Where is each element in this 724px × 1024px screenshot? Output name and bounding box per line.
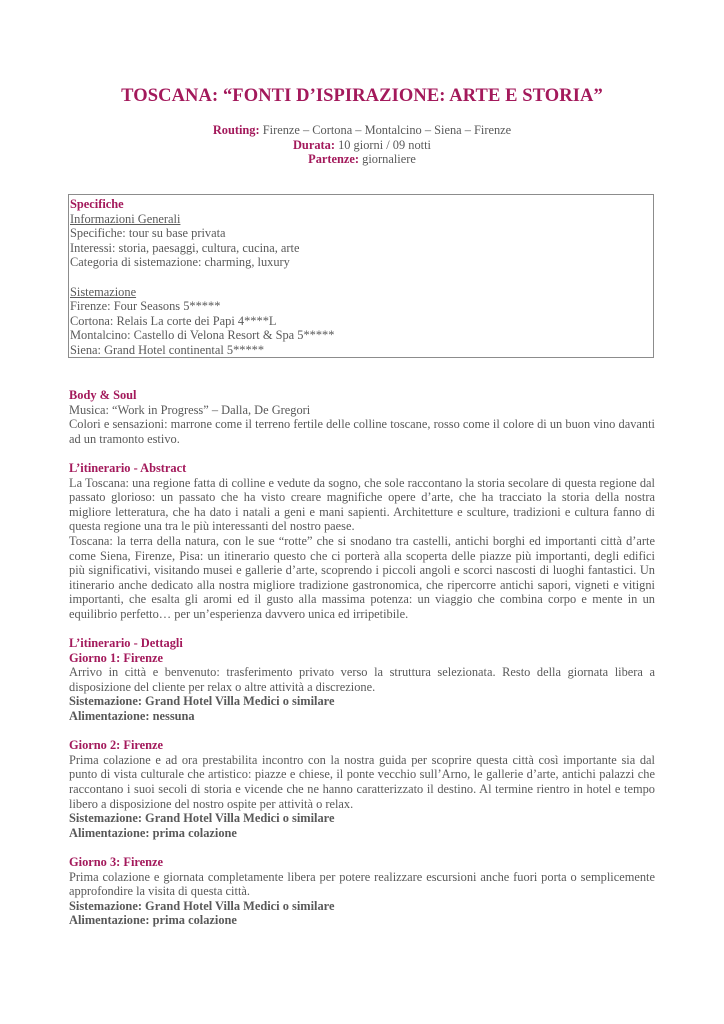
abstract-heading: L’itinerario - Abstract <box>69 460 187 475</box>
abstract-paragraph: La Toscana: una regione fatta di colline e vedute da sogno, che sole raccontano la storia secolare di questa regione dal passato glorioso: un passato che ha visto creare magnifiche opere d’arte, che ha tracciato la storia della nostra migliore letteratura, che ha dato i natali a geni e mani sapienti. Architetture e sculture, tradizioni e cultura fanno di questa regione una tra le più interessanti del nostro paese. <box>69 475 655 534</box>
day-alimentazione: Alimentazione: prima colazione <box>69 913 237 928</box>
day-text: Prima colazione e giornata completamente libera per potere realizzare escursioni anche fuori porta o semplicemente approfondire la visita di questa città. <box>69 869 655 899</box>
page-title: TOSCANA: “FONTI D’ISPIRAZIONE: ARTE E STORIA” <box>121 86 603 106</box>
spacer <box>70 270 653 285</box>
durata-label: Durata: <box>292 137 335 152</box>
sistemazione-line: Firenze: Four Seasons 5***** <box>70 299 221 314</box>
info-line: Interessi: storia, paesaggi, cultura, cucina, arte <box>70 240 300 255</box>
routing-value: Firenze – Cortona – Montalcino – Siena – Firenze <box>259 123 512 137</box>
specifiche-box <box>68 194 654 358</box>
sistemazione-line: Montalcino: Castello di Velona Resort & Spa 5***** <box>70 328 335 343</box>
colori-paragraph: Colori e sensazioni: marrone come il terreno fertile delle colline toscane, rosso come il colore di un buon vino davanti ad un tramonto estivo. <box>69 417 655 446</box>
durata-value: 10 giorni / 09 notti <box>334 137 431 152</box>
sistemazione-line: Siena: Grand Hotel continental 5***** <box>70 342 265 357</box>
spacer <box>69 840 655 855</box>
routing-line <box>0 123 724 138</box>
spacer <box>69 446 655 461</box>
day-sistemazione: Sistemazione: Grand Hotel Villa Medici o similare <box>69 898 335 913</box>
musica-line: Musica: “Work in Progress” – Dalla, De Gregori <box>69 402 311 417</box>
info-line: Categoria di sistemazione: charming, luxury <box>70 255 290 270</box>
sistemazione-heading: Sistemazione <box>70 284 137 299</box>
partenze-line <box>0 152 724 167</box>
day-text: Prima colazione e ad ora prestabilita incontro con la nostra guida per scoprire questa città così importante sia dal punto di vista culturale che artistico: piazze e chiese, il ponte vecchio sull’Arno, le gallerie d’arte, antichi palazzi che raccontano i suoi secoli di storia e vicende che ne hanno caratterizzato il destino. Al termine rientro in hotel e tempo libero a disposizione del nostro ospite per attività o relax. <box>69 752 655 811</box>
day-title: Giorno 2: Firenze <box>69 738 164 753</box>
body-soul-heading: Body & Soul <box>69 388 137 402</box>
day-text: Arrivo in città e benvenuto: trasferimento privato verso la struttura selezionata. Resto della giornata libera a disposizione del cliente per relax o altre attività a discrezione. <box>69 665 655 694</box>
abstract-paragraph: Toscana: la terra della natura, con le sue “rotte” che si snodano tra castelli, antichi borghi ed importanti città d’arte come Siena, Firenze, Pisa: un itinerario questo che ci porterà alla scoperta delle piazze più importanti, degli edifici più significativi, visitando musei e gallerie d’arte, scoprendo i piccoli angoli e scorci nascosti di luoghi fantastici. Un itinerario anche dedicato alla nostra migliore tradizione gastronomica, che ripercorre antichi sapori, vigneti e vitigni importanti, che esalta gli aromi ed il gusto alla massima potenza: un viaggio che combina corpo e mente in un equilibrio perfetto… per un’esperienza davvero unica ed irripetibile. <box>69 533 655 621</box>
spacer <box>69 622 655 637</box>
sistemazione-line: Cortona: Relais La corte dei Papi 4****L <box>70 313 277 328</box>
document-body <box>69 388 655 928</box>
routing-label: Routing: <box>212 123 260 137</box>
day-alimentazione: Alimentazione: prima colazione <box>69 825 237 840</box>
tour-meta <box>0 123 724 167</box>
info-generali-heading: Informazioni Generali <box>70 211 181 226</box>
partenze-value: giornaliere <box>359 152 416 167</box>
day-sistemazione: Sistemazione: Grand Hotel Villa Medici o similare <box>69 811 335 826</box>
partenze-label: Partenze: <box>308 152 360 167</box>
durata-line <box>0 138 724 153</box>
day-title: Giorno 1: Firenze <box>69 650 164 665</box>
info-line: Specifiche: tour su base privata <box>70 226 226 241</box>
day-alimentazione: Alimentazione: nessuna <box>69 709 195 724</box>
dettagli-heading: L’itinerario - Dettagli <box>69 636 183 651</box>
day-title: Giorno 3: Firenze <box>69 855 164 869</box>
specifiche-heading: Specifiche <box>70 197 124 211</box>
spacer <box>69 724 655 739</box>
day-sistemazione: Sistemazione: Grand Hotel Villa Medici o similare <box>69 694 335 709</box>
